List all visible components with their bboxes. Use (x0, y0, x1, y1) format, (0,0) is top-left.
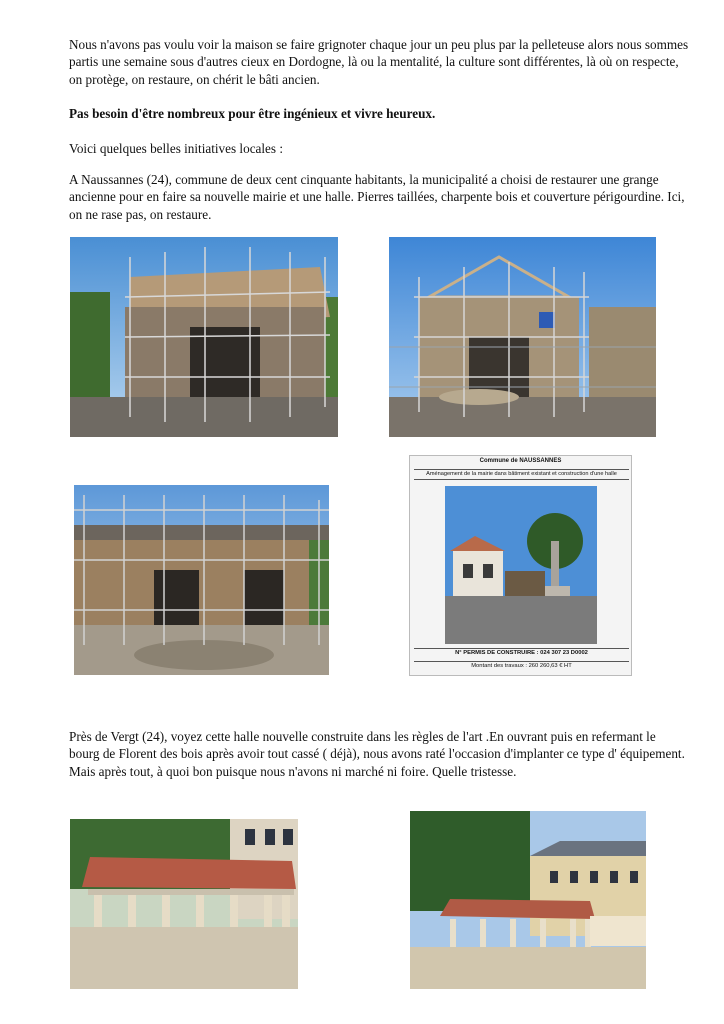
sign-amount: Montant des travaux : 260 260,63 € HT (414, 661, 629, 669)
photo-scaffold-side (70, 237, 338, 437)
photo-gable-frame (389, 237, 656, 437)
photo-halle-village (410, 811, 646, 989)
vergt-paragraph: Près de Vergt (24), voyez cette halle nouvelle construite dans les règles de l'art .En ouvrant puis en refermant le bourg de Florent des bois après avoir tout cassé ( déjà), nous avons raté l'occasion d'implanter ce type d' équipement. Mais après tout, à quoi bon puisque nous n'avons ni marché ni foire. Quelle tristesse. (69, 729, 685, 779)
photo-permit-sign (409, 455, 632, 676)
intro-paragraph: Nous n'avons pas voulu voir la maison se faire grignoter chaque jour un peu plus par la pelleteuse alors nous sommes partis une semaine sous d'autres cieux en Dordogne, là ou la mentalité, la culture sont différentes, là où on respecte, on protège, on restaure, on chérit le bâti ancien. (69, 37, 689, 87)
sign-permit-number: N° PERMIS DE CONSTRUIRE : 024 307 23 D0002 (414, 648, 629, 656)
photo-stone-facade (74, 485, 329, 675)
initiatives-line: Voici quelques belles initiatives locales : (69, 141, 284, 156)
naussannes-paragraph: A Naussannes (24), commune de deux cent cinquante habitants, la municipalité a choisi de restaurer une grange ancienne pour en faire sa nouvelle mairie et une halle. Pierres taillées, charpente bois et couverture périgourdine. Ici, on ne rase pas, on restaure. (69, 172, 685, 222)
photo-halle-near (70, 819, 298, 989)
sign-commune: Commune de NAUSSANNES (479, 458, 562, 464)
sign-picture (445, 486, 597, 644)
sign-project: Aménagement de la mairie dans bâtiment existant et construction d'une halle (414, 469, 629, 480)
bold-heading: Pas besoin d'être nombreux pour être ingénieux et vivre heureux. (69, 106, 436, 121)
